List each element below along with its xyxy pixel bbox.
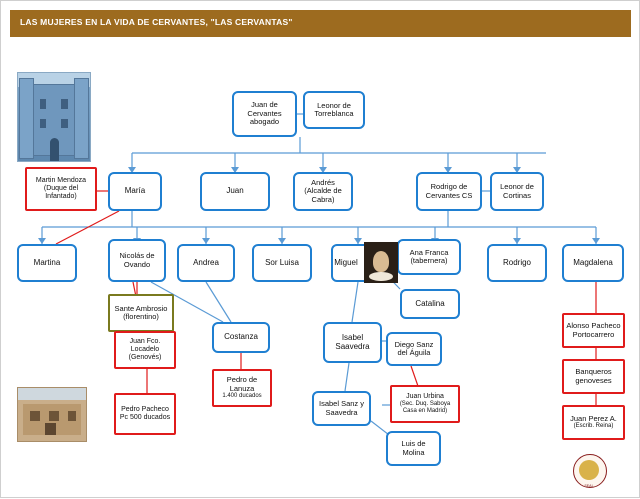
node-label: Nicolás de Ovando	[119, 251, 155, 269]
node-label: Andrea	[193, 257, 219, 267]
stone-house-photo	[17, 387, 87, 442]
node-juan-perez-a[interactable]	[562, 405, 625, 440]
node-juan-de-cervantes-abogado[interactable]	[232, 91, 297, 137]
node-juan[interactable]	[200, 172, 270, 211]
node-banqueros-genoveses[interactable]	[562, 359, 625, 394]
node-label: Martin Mendoza (Duque del Infantado)	[35, 177, 87, 200]
node-pedro-de-lanuza[interactable]	[212, 369, 272, 407]
node-maria[interactable]	[108, 172, 162, 211]
node-sante-ambrosio[interactable]	[108, 294, 174, 332]
node-label: Sante Ambrosio (florentino)	[114, 303, 168, 321]
node-juan-fco-locadelo[interactable]	[114, 331, 176, 369]
node-andres[interactable]	[293, 172, 353, 211]
node-label: Rodrigo de Cervantes CS	[425, 182, 473, 200]
node-label: Pedro de Lanuza	[226, 375, 258, 393]
node-label: Juan Fco. Locadelo (Genovés)	[128, 338, 162, 361]
node-pedro-pacheco-pc[interactable]	[114, 393, 176, 435]
node-isabel-saavedra[interactable]	[323, 322, 382, 363]
node-label: Rodrigo	[502, 257, 531, 267]
node-label: Isabel Sanz y Saavedra	[318, 399, 365, 417]
node-martin-mendoza[interactable]	[25, 167, 97, 211]
node-leonor-de-cortinas[interactable]	[490, 172, 544, 211]
seal-caption: SEAL	[584, 484, 594, 488]
node-juan-urbina[interactable]	[390, 385, 460, 423]
ana-franca-portrait	[364, 242, 398, 283]
node-rodrigo-de-cervantes-cs[interactable]	[416, 172, 482, 211]
node-label: Sor Luisa	[265, 257, 299, 267]
node-label: Diego Sanz del Águila	[394, 339, 434, 357]
node-sublabel: (Escrib. Reina)	[573, 423, 614, 430]
node-label: Juan de Cervantes abogado	[247, 100, 282, 127]
node-costanza[interactable]	[212, 322, 270, 353]
institution-seal	[566, 453, 612, 489]
node-sublabel: (Sec. Duq. Saboya Casa en Madrid)	[399, 401, 451, 414]
node-label: Isabel Saavedra	[335, 332, 370, 351]
node-label: Juan Perez A.	[570, 413, 617, 423]
node-label: Costanza	[224, 332, 258, 342]
node-label: Ana Franca (tabernera)	[409, 247, 449, 265]
node-label: Leonor de Cortinas	[500, 182, 534, 200]
node-magdalena[interactable]	[562, 244, 624, 282]
node-label: Miguel	[334, 257, 358, 267]
node-martina[interactable]	[17, 244, 77, 282]
node-isabel-sanz-y-saavedra[interactable]	[312, 391, 371, 426]
node-catalina[interactable]	[400, 289, 460, 319]
page-title: LAS MUJERES EN LA VIDA DE CERVANTES, "LAS CERVANTAS"	[20, 17, 293, 27]
node-diego-sanz-del-aguila[interactable]	[386, 332, 442, 366]
node-label: Catalina	[415, 298, 445, 308]
node-label: Luis de Molina	[401, 439, 426, 457]
node-label: Magdalena	[573, 257, 613, 267]
node-label: María	[124, 186, 146, 196]
node-label: Banqueros genoveses	[575, 367, 612, 385]
node-nicolas-de-ovando[interactable]	[108, 239, 166, 282]
node-label: Andrés (Alcalde de Cabra)	[304, 177, 342, 204]
node-ana-franca[interactable]	[397, 239, 461, 275]
node-label: Juan Urbina	[406, 393, 444, 401]
node-sublabel: 1.400 ducados	[222, 393, 262, 400]
node-label: Leonor de Torreblanca	[314, 100, 354, 118]
node-label: Alonso Pacheco Portocarrero	[566, 321, 621, 339]
node-sor-luisa[interactable]	[252, 244, 312, 282]
node-leonor-de-torreblanca[interactable]	[303, 91, 365, 129]
node-label: Pedro Pacheco Pc 500 ducados	[119, 406, 171, 421]
node-label: Juan	[226, 186, 244, 196]
castle-facade-photo	[17, 72, 91, 162]
node-rodrigo[interactable]	[487, 244, 547, 282]
node-luis-de-molina[interactable]	[386, 431, 441, 466]
node-andrea[interactable]	[177, 244, 235, 282]
node-alonso-pacheco-portocarrero[interactable]	[562, 313, 625, 348]
node-label: Martina	[33, 257, 61, 267]
